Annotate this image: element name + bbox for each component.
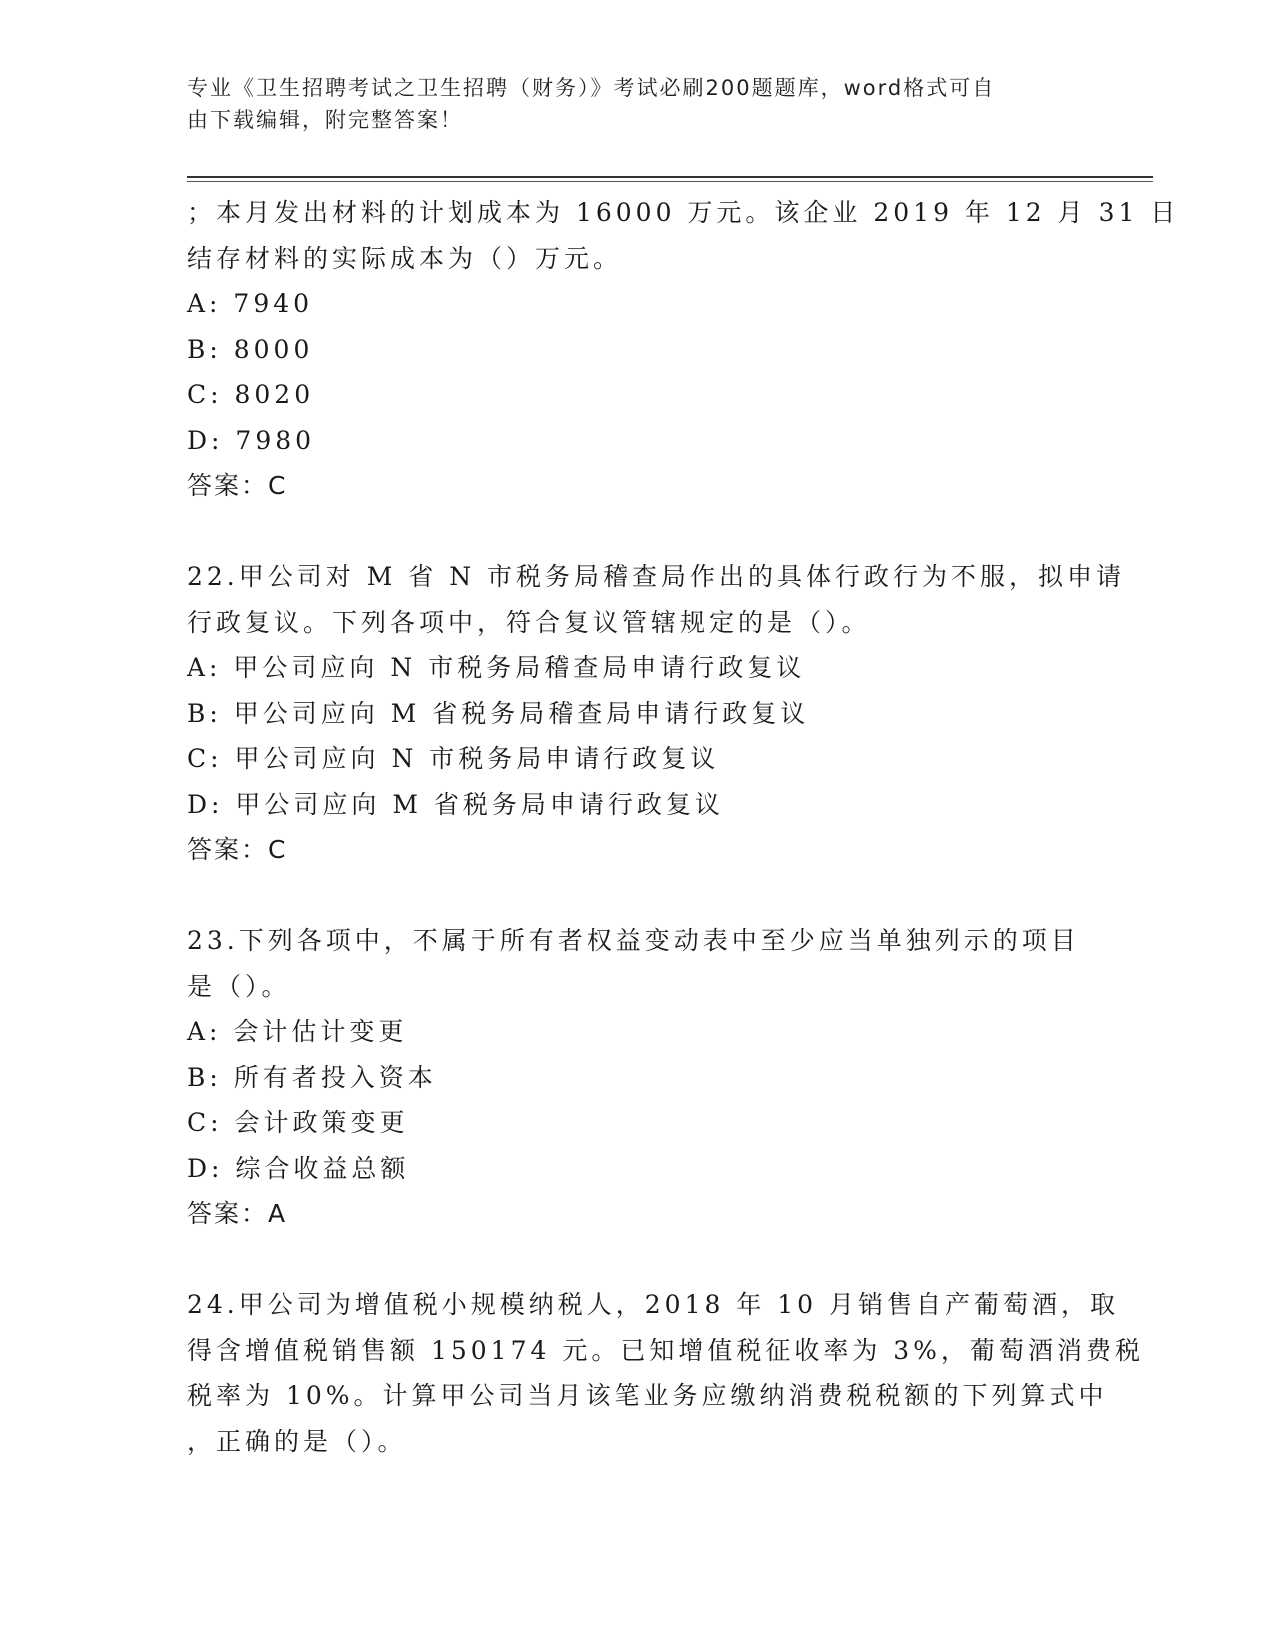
document-header xyxy=(187,72,1067,136)
question-spacer xyxy=(187,873,1087,919)
option-d: D: 综合收益总额 xyxy=(187,1153,410,1183)
header-divider-thin xyxy=(187,181,1153,182)
question-text: ；本月发出材料的计划成本为 16000 万元。该企业 2019 年 12 月 31 日 xyxy=(187,198,1180,227)
question-text: 23.下列各项中，不属于所有者权益变动表中至少应当单独列示的项目 xyxy=(187,926,1080,955)
option-b: B: 所有者投入资本 xyxy=(187,1062,437,1092)
question-text: 税率为 10%。计算甲公司当月该笔业务应缴纳消费税税额的下列算式中 xyxy=(187,1381,1108,1410)
option-d: D: 7980 xyxy=(187,425,316,455)
question-block-24 xyxy=(187,1282,1144,1464)
question-text: 结存材料的实际成本为（）万元。 xyxy=(187,243,623,273)
question-list xyxy=(187,190,1180,1464)
question-text: 行政复议。下列各项中，符合复议管辖规定的是（）。 xyxy=(187,607,871,637)
option-c: C: 8020 xyxy=(187,380,315,409)
option-c: C: 甲公司应向 N 市税务局申请行政复议 xyxy=(187,744,720,773)
question-block-21 xyxy=(187,190,1180,509)
question-spacer xyxy=(187,509,1087,555)
question-text: 是（）。 xyxy=(187,971,291,1001)
question-spacer xyxy=(187,1237,1087,1283)
header-title-line-2: 由下载编辑，附完整答案！ xyxy=(187,108,463,132)
option-a: A: 7940 xyxy=(187,289,314,318)
answer-line: 答案：A xyxy=(187,1199,288,1228)
question-text: 22.甲公司对 M 省 N 市税务局稽查局作出的具体行政行为不服，拟申请 xyxy=(187,562,1126,591)
option-d: D: 甲公司应向 M 省税务局申请行政复议 xyxy=(187,789,724,819)
header-title-line-1: 专业《卫生招聘考试之卫生招聘（财务）》考试必刷200题题库，word格式可自 xyxy=(187,76,996,100)
option-b: B: 甲公司应向 M 省税务局稽查局申请行政复议 xyxy=(187,698,810,728)
question-text: 24.甲公司为增值税小规模纳税人，2018 年 10 月销售自产葡萄酒，取 xyxy=(187,1290,1120,1319)
question-text: ，正确的是（）。 xyxy=(187,1426,407,1456)
answer-line: 答案：C xyxy=(187,471,288,500)
header-divider-thick xyxy=(187,176,1153,178)
option-c: C: 会计政策变更 xyxy=(187,1108,409,1137)
option-a: A: 甲公司应向 N 市税务局稽查局申请行政复议 xyxy=(187,653,806,682)
question-block-22 xyxy=(187,554,1126,873)
question-block-23 xyxy=(187,918,1087,1237)
option-b: B: 8000 xyxy=(187,334,314,364)
option-a: A: 会计估计变更 xyxy=(187,1017,408,1046)
answer-line: 答案：C xyxy=(187,835,288,864)
question-text: 得含增值税销售额 150174 元。已知增值税征收率为 3%，葡萄酒消费税 xyxy=(187,1335,1144,1365)
